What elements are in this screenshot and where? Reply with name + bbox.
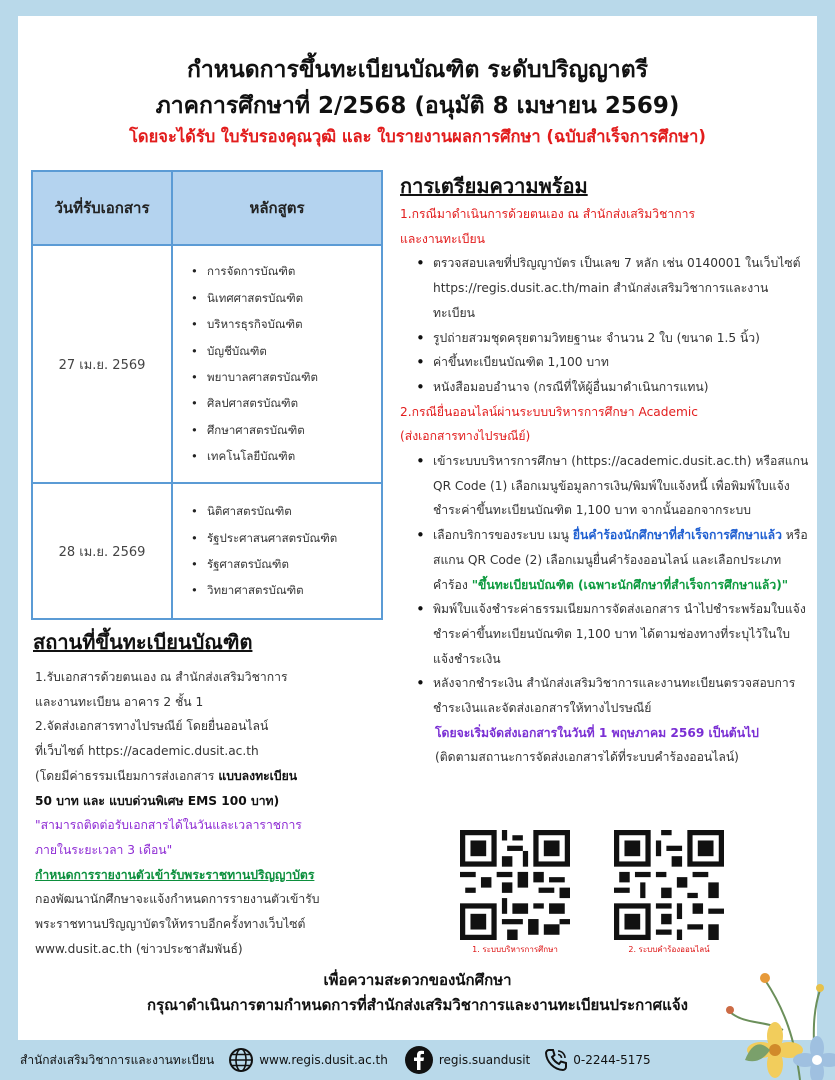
qr-code-academic[interactable] <box>460 830 570 956</box>
list-item: • ศิลปศาสตรบัณฑิต <box>207 390 381 416</box>
location-line: พระราชทานปริญญาบัตรให้ทราบอีกครั้งทางเว็บไซต์ <box>35 917 306 932</box>
facebook-contact[interactable] <box>404 1045 530 1075</box>
globe-icon <box>228 1047 254 1073</box>
list-item: • ค่าขึ้นทะเบียนบัณฑิต 1,100 บาท <box>433 350 810 375</box>
list-item: • เทคโนโลยีบัณฑิต <box>207 443 381 469</box>
list-item <box>433 523 810 597</box>
item-text: หรือ สแกน QR Code (2) เลือกเมนูยื่นคำร้องออนไลน์ และเลือกประเภทคำร้อง <box>433 528 808 592</box>
program-list <box>207 498 381 604</box>
documents-note: โดยจะได้รับ ใบรับรองคุณวุฒิ และ ใบรายงานผลการศึกษา (ฉบับสำเร็จการศึกษา) <box>129 127 706 146</box>
pickup-note: ภายในระยะเวลา 3 เดือน" <box>35 842 173 857</box>
ceremony-heading: กำหนดการรายงานตัวเข้ารับพระราชทานปริญญาบัตร <box>35 867 315 882</box>
list-item: • บัญชีบัณฑิต <box>207 338 381 364</box>
location-line: 50 บาท และ แบบด่วนพิเศษ EMS 100 บาท) <box>35 793 280 808</box>
preparation-text <box>400 202 810 770</box>
list-item: • พิมพ์ใบแจ้งชำระค่าธรรมเนียมการจัดส่งเอกสาร นำไปชำระพร้อมใบแจ้งชำระค่าขึ้นทะเบียนบัณฑิต 1,100 บาท ได้ตามช่องทางที่ระบุไว้ในใบแจ้งชำระเงิน <box>433 597 810 671</box>
date-cell: 28 เม.ย. 2569 <box>32 483 172 619</box>
program-cell <box>172 245 382 483</box>
facebook-icon <box>404 1045 434 1075</box>
qr-code-online-request[interactable] <box>614 830 724 956</box>
list-item: • ศึกษาศาสตรบัณฑิต <box>207 417 381 443</box>
program-column-header: หลักสูตร <box>172 171 382 245</box>
program-list <box>207 258 381 469</box>
list-item: • วิทยาศาสตรบัณฑิต <box>207 577 381 603</box>
qr-icon <box>460 830 570 940</box>
office-name <box>20 1051 214 1070</box>
footer-line: เพื่อความสะดวกของนักศึกษา <box>323 971 512 989</box>
phone-number[interactable]: 0-2244-5175 <box>573 1053 651 1067</box>
page-title: กำหนดการขึ้นทะเบียนบัณฑิต ระดับปริญญาตรี <box>186 57 649 83</box>
list-item: • รูปถ่ายสวมชุดครุยตามวิทยฐานะ จำนวน 2 ใบ (ขนาด 1.5 นิ้ว) <box>433 326 810 351</box>
location-line: ที่เว็บไซต์ https://academic.dusit.ac.th <box>35 744 259 759</box>
website-contact[interactable] <box>228 1047 388 1073</box>
facebook-link[interactable]: regis.suandusit <box>438 1053 531 1067</box>
program-cell <box>172 483 382 619</box>
location-line <box>35 764 380 789</box>
list-item: • หนังสือมอบอำนาจ (กรณีที่ให้ผู้อื่นมาดำเนินการแทน) <box>433 375 810 400</box>
location-heading: สถานที่ขึ้นทะเบียนบัณฑิต <box>33 630 253 654</box>
list-item: • นิติศาสตรบัณฑิต <box>207 498 381 524</box>
page-subtitle-semester: ภาคการศึกษาที่ 2/2568 (อนุมัติ 8 เมษายน 2569) <box>155 93 680 119</box>
tracking-note: (ติดตามสถานะการจัดส่งเอกสารได้ที่ระบบคำร้องออนไลน์) <box>435 750 739 765</box>
list-item: • นิเทศศาสตรบัณฑิต <box>207 285 381 311</box>
location-line: www.dusit.ac.th (ข่าวประชาสัมพันธ์) <box>35 941 243 956</box>
contact-bar <box>0 1040 835 1080</box>
list-item: • รัฐประศาสนศาสตรบัณฑิต <box>207 525 381 551</box>
schedule-table <box>31 170 383 620</box>
qr-caption: 2. ระบบคำร้องออนไลน์ <box>628 945 710 954</box>
fee-text: (โดยมีค่าธรรมเนียมการส่งเอกสาร <box>35 768 219 783</box>
section-1-list <box>433 251 810 399</box>
website-link[interactable]: www.regis.dusit.ac.th <box>259 1053 388 1067</box>
qr-icon <box>614 830 724 940</box>
office-label: สำนักส่งเสริมวิชาการและงานทะเบียน <box>20 1052 215 1067</box>
section-2-heading: (ส่งเอกสารทางไปรษณีย์) <box>400 429 531 444</box>
phone-contact[interactable] <box>544 1048 650 1072</box>
list-item: • รัฐศาสตรบัณฑิต <box>207 551 381 577</box>
table-row <box>32 483 382 619</box>
location-line: 1.รับเอกสารด้วยตนเอง ณ สำนักส่งเสริมวิชาการ <box>35 670 288 684</box>
table-row <box>32 245 382 483</box>
date-cell: 27 เม.ย. 2569 <box>32 245 172 483</box>
list-item: • เข้าระบบบริหารการศึกษา (https://academic.dusit.ac.th) หรือสแกน QR Code (1) เลือกเมนูข้อมูลการเงิน/พิมพ์ใบแจ้งหนี้ เพื่อพิมพ์ใบแจ้งชำระค่าขึ้นทะเบียนบัณฑิต 1,100 บาท จากนั้นออกจากระบบ <box>433 449 810 523</box>
list-item: • การจัดการบัณฑิต <box>207 258 381 284</box>
fee-registered: แบบลงทะเบียน <box>218 768 298 783</box>
location-line: 2.จัดส่งเอกสารทางไปรษณีย์ โดยยื่นออนไลน์ <box>35 719 269 734</box>
item-text: เลือกบริการของระบบ เมนู <box>433 528 573 543</box>
section-2-heading: 2.กรณียื่นออนไลน์ผ่านระบบบริหารการศึกษา Academic <box>400 404 698 419</box>
menu-name: ยื่นคำร้องนักศึกษาที่สำเร็จการศึกษาแล้ว <box>572 528 782 543</box>
location-line: กองพัฒนานักศึกษาจะแจ้งกำหนดการรายงานตัวเข้ารับ <box>35 892 320 907</box>
list-item: • หลังจากชำระเงิน สำนักส่งเสริมวิชาการและงานทะเบียนตรวจสอบการชำระเงินและจัดส่งเอกสารให้ทางไปรษณีย์ <box>433 671 810 720</box>
section-1-heading: และงานทะเบียน <box>400 231 485 246</box>
preparation-heading: การเตรียมความพร้อม <box>400 174 588 198</box>
table-header-row <box>32 171 382 245</box>
location-line: และงานทะเบียน อาคาร 2 ชั้น 1 <box>35 694 204 709</box>
date-column-header: วันที่รับเอกสาร <box>32 171 172 245</box>
section-1-heading: 1.กรณีมาดำเนินการด้วยตนเอง ณ สำนักส่งเสริมวิชาการ <box>400 207 696 221</box>
delivery-start-note: โดยจะเริ่มจัดส่งเอกสารในวันที่ 1 พฤษภาคม 2569 เป็นต้นไป <box>435 725 759 740</box>
request-type: "ขึ้นทะเบียนบัณฑิต (เฉพาะนักศึกษาที่สำเร็จการศึกษาแล้ว)" <box>471 577 789 592</box>
pickup-note: "สามารถติดต่อรับเอกสารได้ในวันและเวลาราชการ <box>35 818 302 833</box>
list-item: • ตรวจสอบเลขที่ปริญญาบัตร เป็นเลข 7 หลัก เช่น 0140001 ในเว็บไซต์ https://regis.dusit.ac.th/main สำนักส่งเสริมวิชาการและงานทะเบียน <box>433 251 810 325</box>
footer-line: กรุณาดำเนินการตามกำหนดการที่สำนักส่งเสริมวิชาการและงานทะเบียนประกาศแจ้ง <box>147 996 688 1014</box>
list-item: • พยาบาลศาสตรบัณฑิต <box>207 364 381 390</box>
section-2-list <box>433 449 810 721</box>
qr-caption: 1. ระบบบริหารการศึกษา <box>472 945 558 954</box>
list-item: • บริหารธุรกิจบัณฑิต <box>207 311 381 337</box>
phone-icon <box>544 1048 568 1072</box>
location-text <box>35 665 380 961</box>
